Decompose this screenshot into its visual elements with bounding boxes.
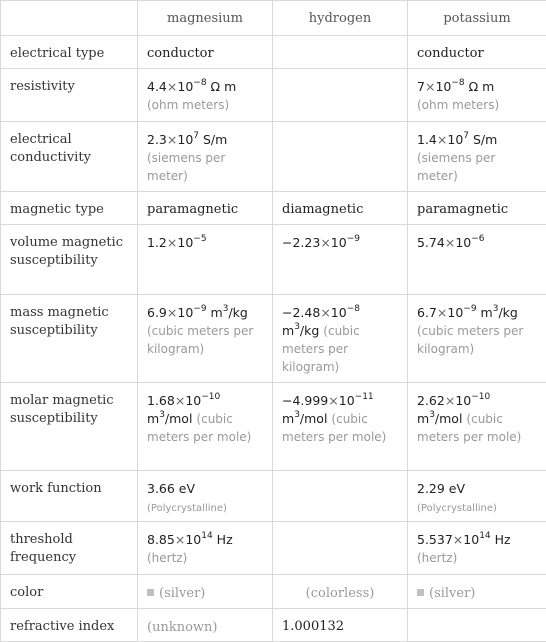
value-mantissa: 7 bbox=[417, 79, 425, 94]
header-potassium: potassium bbox=[408, 1, 546, 36]
row-label: threshold frequency bbox=[1, 522, 138, 575]
value-exponent: −8 bbox=[193, 78, 206, 88]
times-symbol: × bbox=[167, 79, 177, 94]
times-symbol: × bbox=[175, 532, 185, 547]
unit-exponent: 3 bbox=[429, 410, 435, 420]
value-note: (Polycrystalline) bbox=[147, 503, 227, 514]
value-mantissa: −2.48 bbox=[282, 305, 320, 320]
value-base: 10 bbox=[447, 305, 463, 320]
cell-hydrogen bbox=[273, 383, 408, 471]
value-exponent: 7 bbox=[193, 131, 199, 141]
unit-main: m bbox=[481, 305, 493, 320]
value-unit: S/m bbox=[203, 132, 227, 147]
unit-note: (siemens per meter) bbox=[147, 151, 225, 183]
value-mantissa: −2.23 bbox=[282, 235, 320, 250]
cell-hydrogen bbox=[273, 522, 408, 575]
color-swatch-icon bbox=[147, 589, 154, 596]
cell-potassium bbox=[408, 122, 546, 192]
value-base: 10 bbox=[185, 532, 201, 547]
value-unit: Ω m bbox=[211, 79, 237, 94]
cell-potassium bbox=[408, 575, 546, 609]
cell-potassium bbox=[408, 471, 546, 522]
row-label: mass magnetic susceptibility bbox=[1, 295, 138, 383]
value-mantissa: 6.7 bbox=[417, 305, 437, 320]
row-magnetic-type bbox=[1, 192, 546, 225]
cell-hydrogen bbox=[273, 575, 408, 609]
value-exponent: −8 bbox=[451, 78, 464, 88]
value-exponent: −9 bbox=[347, 234, 360, 244]
cell-potassium bbox=[408, 383, 546, 471]
cell-magnesium bbox=[138, 122, 273, 192]
value-exponent: −8 bbox=[347, 304, 360, 314]
value-base: 10 bbox=[177, 132, 193, 147]
cell-potassium bbox=[408, 522, 546, 575]
unit-rest: /mol bbox=[435, 411, 463, 426]
value-base: 10 bbox=[447, 132, 463, 147]
value-text: 2.29 eV bbox=[417, 481, 465, 496]
unit-note: (cubic meters per mole) bbox=[417, 412, 521, 444]
times-symbol: × bbox=[437, 305, 447, 320]
value-mantissa: −4.999 bbox=[282, 393, 328, 408]
value-base: 10 bbox=[455, 235, 471, 250]
cell-potassium: paramagnetic bbox=[408, 192, 546, 225]
row-label: work function bbox=[1, 471, 138, 522]
times-symbol: × bbox=[445, 393, 455, 408]
cell-hydrogen bbox=[273, 225, 408, 295]
value-exponent: −10 bbox=[471, 392, 490, 402]
row-refractive-index bbox=[1, 609, 546, 642]
value-unit: Ω m bbox=[469, 79, 495, 94]
row-molar-magnetic-susceptibility bbox=[1, 383, 546, 471]
cell-hydrogen bbox=[273, 295, 408, 383]
times-symbol: × bbox=[453, 532, 463, 547]
row-threshold-frequency bbox=[1, 522, 546, 575]
value-mantissa: 4.4 bbox=[147, 79, 167, 94]
value-base: 10 bbox=[339, 393, 355, 408]
unit-exponent: 3 bbox=[294, 322, 300, 332]
times-symbol: × bbox=[320, 235, 330, 250]
value-base: 10 bbox=[435, 79, 451, 94]
cell-magnesium bbox=[138, 609, 273, 642]
unit-note: (cubic meters per mole) bbox=[282, 412, 386, 444]
value-unit: S/m bbox=[473, 132, 497, 147]
unit-note: (cubic meters per kilogram) bbox=[282, 324, 360, 374]
value-text: (unknown) bbox=[147, 620, 217, 635]
unit-exponent: 3 bbox=[159, 410, 165, 420]
unit-main: m bbox=[282, 323, 294, 338]
value-mantissa: 2.62 bbox=[417, 393, 445, 408]
cell-magnesium bbox=[138, 471, 273, 522]
header-row bbox=[1, 1, 546, 36]
row-label: color bbox=[1, 575, 138, 609]
value-base: 10 bbox=[331, 235, 347, 250]
value-unit: Hz bbox=[495, 532, 511, 547]
unit-note: (ohm meters) bbox=[147, 98, 229, 112]
times-symbol: × bbox=[320, 305, 330, 320]
value-mantissa: 1.4 bbox=[417, 132, 437, 147]
value-exponent: −9 bbox=[193, 304, 206, 314]
cell-potassium bbox=[408, 225, 546, 295]
unit-exponent: 3 bbox=[223, 304, 229, 314]
header-hydrogen: hydrogen bbox=[273, 1, 408, 36]
cell-magnesium: conductor bbox=[138, 36, 273, 69]
cell-hydrogen bbox=[273, 36, 408, 69]
unit-rest: /kg bbox=[228, 305, 247, 320]
row-label: electrical type bbox=[1, 36, 138, 69]
color-swatch-icon bbox=[417, 589, 424, 596]
unit-note: (hertz) bbox=[417, 551, 457, 565]
cell-hydrogen bbox=[273, 122, 408, 192]
cell-potassium bbox=[408, 609, 546, 642]
value-mantissa: 5.74 bbox=[417, 235, 445, 250]
times-symbol: × bbox=[167, 235, 177, 250]
cell-potassium bbox=[408, 295, 546, 383]
row-color bbox=[1, 575, 546, 609]
value-exponent: −5 bbox=[193, 234, 206, 244]
unit-rest: /kg bbox=[300, 323, 319, 338]
times-symbol: × bbox=[437, 132, 447, 147]
unit-main: m bbox=[211, 305, 223, 320]
cell-magnesium bbox=[138, 383, 273, 471]
row-label: volume magnetic susceptibility bbox=[1, 225, 138, 295]
cell-potassium: conductor bbox=[408, 36, 546, 69]
color-text: (silver) bbox=[159, 586, 205, 601]
cell-magnesium: paramagnetic bbox=[138, 192, 273, 225]
unit-note: (siemens per meter) bbox=[417, 151, 495, 183]
cell-magnesium bbox=[138, 69, 273, 122]
value-exponent: −10 bbox=[201, 392, 220, 402]
value-exponent: 14 bbox=[479, 531, 490, 541]
unit-rest: /mol bbox=[165, 411, 193, 426]
value-mantissa: 2.3 bbox=[147, 132, 167, 147]
value-base: 10 bbox=[331, 305, 347, 320]
value-unit: Hz bbox=[217, 532, 233, 547]
value-exponent: 7 bbox=[463, 131, 469, 141]
value-mantissa: 1.68 bbox=[147, 393, 175, 408]
unit-note: (ohm meters) bbox=[417, 98, 499, 112]
times-symbol: × bbox=[328, 393, 338, 408]
row-electrical-type bbox=[1, 36, 546, 69]
value-text: 3.66 eV bbox=[147, 481, 195, 496]
row-label: refractive index bbox=[1, 609, 138, 642]
cell-magnesium bbox=[138, 295, 273, 383]
header-empty bbox=[1, 1, 138, 36]
value-exponent: −6 bbox=[471, 234, 484, 244]
unit-note: (hertz) bbox=[147, 551, 187, 565]
times-symbol: × bbox=[175, 393, 185, 408]
row-label: magnetic type bbox=[1, 192, 138, 225]
cell-hydrogen bbox=[273, 471, 408, 522]
row-work-function bbox=[1, 471, 546, 522]
value-base: 10 bbox=[455, 393, 471, 408]
value-note: (Polycrystalline) bbox=[417, 503, 497, 514]
value-base: 10 bbox=[177, 79, 193, 94]
times-symbol: × bbox=[445, 235, 455, 250]
cell-magnesium bbox=[138, 522, 273, 575]
unit-rest: /mol bbox=[300, 411, 328, 426]
cell-potassium bbox=[408, 69, 546, 122]
times-symbol: × bbox=[425, 79, 435, 94]
value-base: 10 bbox=[185, 393, 201, 408]
value-mantissa: 6.9 bbox=[147, 305, 167, 320]
unit-note: (cubic meters per mole) bbox=[147, 412, 251, 444]
unit-main: m bbox=[417, 411, 429, 426]
value-base: 10 bbox=[177, 305, 193, 320]
cell-magnesium bbox=[138, 575, 273, 609]
unit-rest: /kg bbox=[498, 305, 517, 320]
row-label: resistivity bbox=[1, 69, 138, 122]
row-volume-magnetic-susceptibility bbox=[1, 225, 546, 295]
value-exponent: 14 bbox=[201, 531, 212, 541]
value-exponent: −9 bbox=[463, 304, 476, 314]
color-text: (silver) bbox=[429, 586, 475, 601]
unit-main: m bbox=[282, 411, 294, 426]
times-symbol: × bbox=[167, 305, 177, 320]
unit-note: (cubic meters per kilogram) bbox=[417, 324, 523, 356]
row-label: molar magnetic susceptibility bbox=[1, 383, 138, 471]
value-mantissa: 1.2 bbox=[147, 235, 167, 250]
color-text: (colorless) bbox=[306, 586, 375, 601]
cell-magnesium bbox=[138, 225, 273, 295]
cell-hydrogen bbox=[273, 69, 408, 122]
value-mantissa: 5.537 bbox=[417, 532, 453, 547]
value-exponent: −11 bbox=[355, 392, 374, 402]
times-symbol: × bbox=[167, 132, 177, 147]
unit-exponent: 3 bbox=[493, 304, 499, 314]
unit-note: (cubic meters per kilogram) bbox=[147, 324, 253, 356]
row-resistivity bbox=[1, 69, 546, 122]
unit-main: m bbox=[147, 411, 159, 426]
row-mass-magnetic-susceptibility bbox=[1, 295, 546, 383]
unit-exponent: 3 bbox=[294, 410, 300, 420]
row-electrical-conductivity bbox=[1, 122, 546, 192]
cell-hydrogen: diamagnetic bbox=[273, 192, 408, 225]
value-base: 10 bbox=[177, 235, 193, 250]
value-mantissa: 8.85 bbox=[147, 532, 175, 547]
cell-hydrogen: 1.000132 bbox=[273, 609, 408, 642]
value-base: 10 bbox=[463, 532, 479, 547]
row-label: electrical conductivity bbox=[1, 122, 138, 192]
header-magnesium: magnesium bbox=[138, 1, 273, 36]
